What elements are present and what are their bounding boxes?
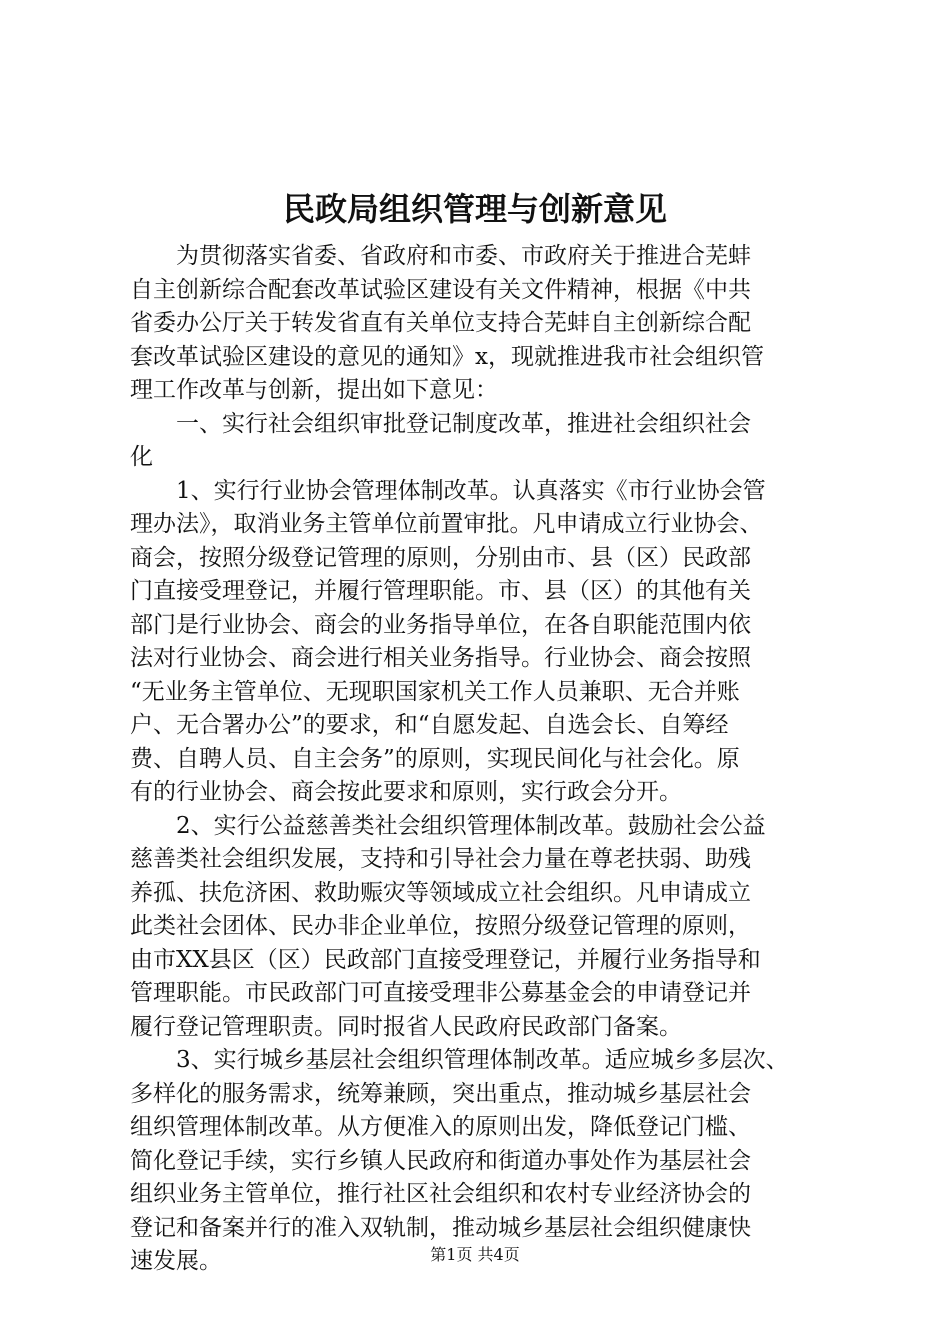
body-line: 组织管理体制改革。从方便准入的原则出发，降低登记门槛、 (130, 1114, 751, 1140)
page-number-footer: 第1页 共4页 (430, 1245, 520, 1264)
body-line: 登记和备案并行的准入双轨制，推动城乡基层社会组织健康快 (130, 1214, 751, 1241)
body-line: 省委办公厅关于转发省直有关单位支持合芜蚌自主创新综合配 (130, 310, 751, 336)
body-line: 费、自聘人员、自主会务”的原则，实现民间化与社会化。原 (130, 745, 740, 772)
body-line: 履行登记管理职责。同时报省人民政府民政部门备案。 (130, 1013, 682, 1040)
document-title: 民政局组织管理与创新意见 (282, 190, 667, 228)
body-line: 多样化的服务需求，统筹兼顾，突出重点，推动城乡基层社会 (130, 1080, 751, 1107)
body-line: 此类社会团体、民办非企业单位，按照分级登记管理的原则， (130, 913, 751, 939)
body-line: 组织业务主管单位，推行社区社会组织和农村专业经济协会的 (130, 1181, 751, 1207)
body-line: 门直接受理登记，并履行管理职能。市、县（区）的其他有关 (130, 578, 751, 604)
body-line: 1、实行行业协会管理体制改革。认真落实《市行业协会管 (130, 477, 766, 504)
body-line: “无业务主管单位、无现职国家机关工作人员兼职、无合并账 (130, 678, 740, 705)
section-heading-line: 一、实行社会组织审批登记制度改革，推进社会组织社会 (130, 410, 751, 437)
body-line: 自主创新综合配套改革试验区建设有关文件精神，根据《中共 (130, 276, 751, 303)
document-body (130, 240, 830, 1279)
body-line: 简化登记手续，实行乡镇人民政府和街道办事处作为基层社会 (130, 1147, 751, 1174)
body-line: 套改革试验区建设的意见的通知》x，现就推进我市社会组织管 (130, 343, 764, 370)
body-line: 理工作改革与创新，提出如下意见： (130, 377, 498, 403)
body-line: 3、实行城乡基层社会组织管理体制改革。适应城乡多层次、 (130, 1047, 789, 1073)
body-line: 慈善类社会组织发展，支持和引导社会力量在尊老扶弱、助残 (130, 846, 751, 872)
body-line: 部门是行业协会、商会的业务指导单位，在各自职能范围内依 (130, 611, 751, 638)
body-line: 有的行业协会、商会按此要求和原则，实行政会分开。 (130, 779, 682, 805)
body-line: 管理职能。市民政部门可直接受理非公募基金会的申请登记并 (130, 980, 751, 1006)
body-line: 商会，按照分级登记管理的原则，分别由市、县（区）民政部 (130, 544, 751, 571)
body-line: 户、无合署办公”的要求，和“自愿发起、自选会长、自筹经 (130, 712, 729, 738)
body-line: 理办法》，取消业务主管单位前置审批。凡申请成立行业协会、 (130, 511, 763, 537)
section-heading-line: 化 (130, 444, 153, 470)
body-line: 养孤、扶危济困、救助赈灾等领域成立社会组织。凡申请成立 (130, 879, 751, 906)
body-line: 为贯彻落实省委、省政府和市委、市政府关于推进合芜蚌 (130, 243, 751, 269)
body-line: 由市XX县区（区）民政部门直接受理登记，并履行业务指导和 (130, 946, 761, 973)
body-line: 2、实行公益慈善类社会组织管理体制改革。鼓励社会公益 (130, 812, 766, 839)
body-line: 法对行业协会、商会进行相关业务指导。行业协会、商会按照 (130, 645, 751, 671)
body-line: 速发展。 (130, 1248, 222, 1274)
